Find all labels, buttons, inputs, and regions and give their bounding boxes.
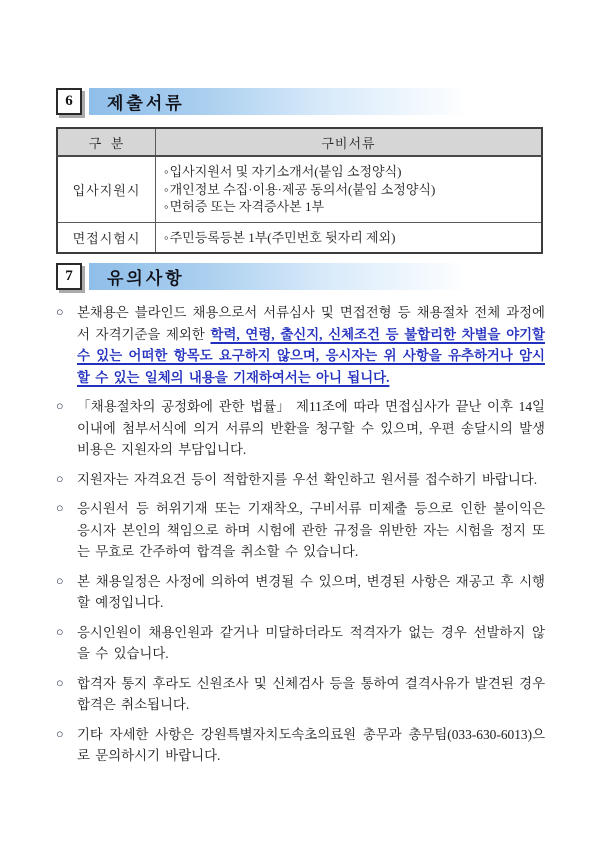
document-item-text: 주민등록등본 1부(주민번호 뒷자리 제외)	[169, 229, 396, 245]
notice-text-normal: 응시인원이 채용인원과 같거나 미달하더라도 적격자가 없는 경우 선발하지 않을 수 있습니다.	[77, 624, 545, 661]
circle-bullet-icon: ○	[56, 305, 64, 319]
notice-text-normal: 합격자 통지 후라도 신원조사 및 신체검사 등을 통하여 결격사유가 발견된 경우 합격은 취소됩니다.	[77, 675, 545, 712]
row-documents-cell	[156, 156, 543, 222]
row-category: 면접시험시	[57, 222, 156, 253]
section-title-bar	[89, 88, 469, 115]
section-title: 제출서류	[107, 94, 185, 113]
notice-text-normal: 「채용절차의 공정화에 관한 법률」 제11조에 따라 면접심사가 끝난 이후 14일 이내에 첨부서식에 의거 서류의 반환을 청구할 수 있으며, 우편 송달시의 발생비용은 지원자의 부담입니다.	[77, 399, 545, 457]
notice-item	[56, 396, 545, 461]
document-item	[164, 198, 537, 216]
circle-bullet-icon: ○	[56, 726, 64, 741]
required-documents-table	[56, 127, 543, 254]
notice-item	[56, 302, 545, 388]
notice-text-emphasis: 학력, 연령, 출신지, 신체조건 등 불합리한 차별을 야기할 수 있는 어떠한 항목도 요구하지 않으며, 응시자는 위 사항을 유추하거나 암시할 수 있는 일체의 내용을 기재하여서는 아니 됩니다.	[77, 326, 545, 385]
notice-text	[77, 673, 545, 716]
notice-text	[77, 469, 545, 491]
notice-item	[56, 673, 545, 716]
notice-text-normal: 본 채용일정은 사정에 의하여 변경될 수 있으며, 변경된 사항은 재공고 후 시행할 예정입니다.	[77, 573, 545, 610]
section-header-submit-documents	[56, 88, 545, 115]
section-title: 유의사항	[107, 269, 185, 288]
item-bullet-icon: ◦	[164, 181, 169, 197]
notice-text	[77, 622, 545, 665]
column-header-category: 구 분	[57, 128, 156, 156]
notice-item	[56, 571, 545, 614]
circle-bullet-icon: ○	[56, 471, 64, 486]
section-number-badge: 6	[56, 88, 82, 115]
column-header-documents: 구비서류	[156, 128, 543, 156]
notice-text-normal: 기타 자세한 사항은 강원특별자치도속초의료원 총무과 총무팀(033-630-6013)으로 문의하시기 바랍니다.	[77, 726, 545, 763]
item-bullet-icon: ◦	[164, 164, 169, 179]
document-item-text: 개인정보 수집·이용·제공 동의서(붙임 소정양식)	[169, 181, 436, 197]
document-item-text: 입사지원서 및 자기소개서(붙임 소정양식)	[169, 164, 402, 179]
circle-bullet-icon: ○	[56, 573, 64, 588]
document-item	[164, 229, 537, 247]
notice-text	[77, 498, 545, 563]
notice-item	[56, 724, 545, 767]
notice-text-normal: 본채용은 블라인드 채용으로서 서류심사 및 면접전형 등 채용절차 전체 과정에서 자격기준을 제외한	[77, 305, 545, 342]
circle-bullet-icon: ○	[56, 624, 64, 639]
notice-text	[77, 724, 545, 767]
notice-text-normal: 지원자는 자격요건 등이 적합한지를 우선 확인하고 원서를 접수하기 바랍니다.	[77, 471, 538, 487]
section-title-bar	[89, 263, 469, 290]
row-documents-cell	[156, 222, 543, 253]
notice-item	[56, 498, 545, 563]
item-bullet-icon: ◦	[164, 199, 169, 214]
document-item	[164, 163, 537, 181]
table-row	[57, 222, 542, 253]
table-row	[57, 156, 542, 222]
notice-text	[77, 571, 545, 614]
notice-text-normal: 응시원서 등 허위기재 또는 기재착오, 구비서류 미제출 등으로 인한 불이익은 응시자 본인의 책임으로 하며 시험에 관한 규정을 위반한 자는 시험을 정지 또는 무효로 간주하여 합격을 취소할 수 있습니다.	[77, 501, 545, 559]
row-category: 입사지원시	[57, 156, 156, 222]
section-number-badge: 7	[56, 263, 82, 290]
document-item	[164, 181, 537, 199]
notice-item	[56, 469, 545, 491]
circle-bullet-icon: ○	[56, 501, 64, 515]
item-bullet-icon: ◦	[164, 229, 169, 245]
notices-list	[56, 302, 545, 767]
notice-text	[77, 302, 545, 388]
table-header-row	[57, 128, 542, 156]
notice-item	[56, 622, 545, 665]
notice-text	[77, 396, 545, 461]
circle-bullet-icon: ○	[56, 399, 64, 413]
document-item-text: 면허증 또는 자격증사본 1부	[169, 199, 324, 214]
circle-bullet-icon: ○	[56, 675, 64, 690]
section-header-notices	[56, 263, 545, 290]
